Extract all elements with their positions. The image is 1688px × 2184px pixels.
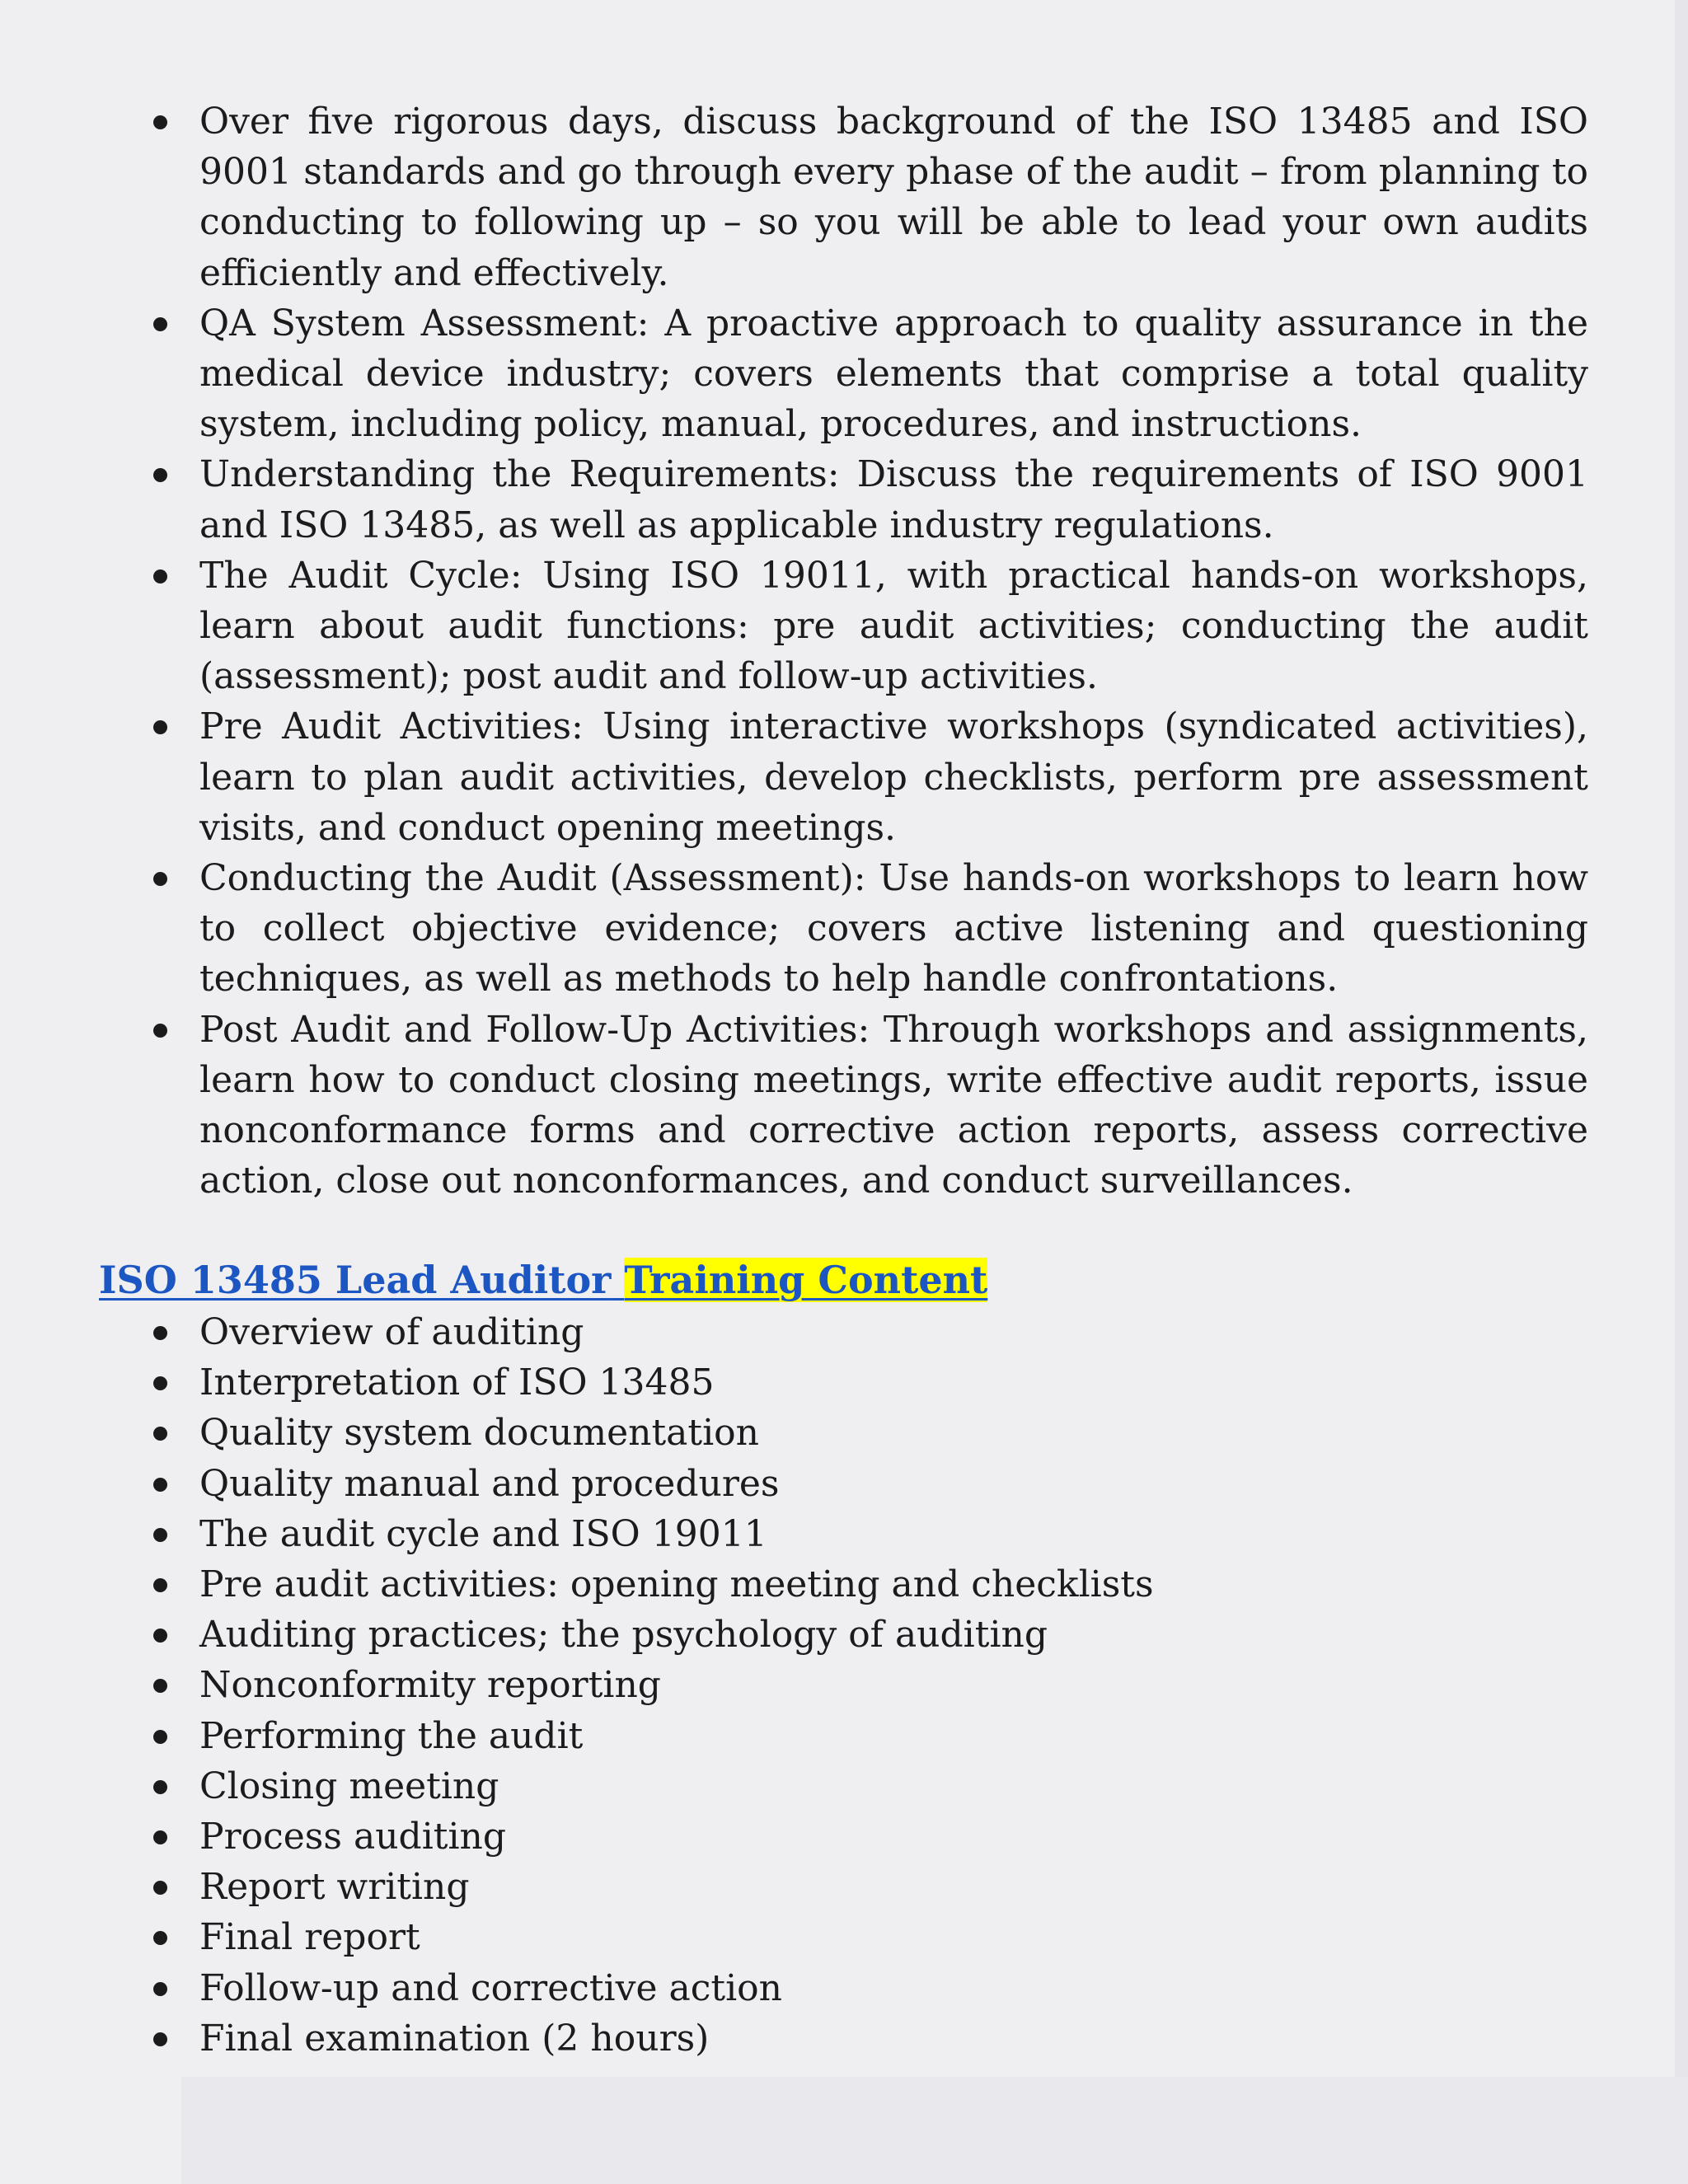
bullet-icon xyxy=(153,1780,167,1794)
heading-highlighted-text[interactable]: Training Content xyxy=(624,1258,988,1302)
list-item xyxy=(150,1862,1588,1912)
list-item xyxy=(150,1912,1588,1962)
list-item xyxy=(150,1459,1588,1509)
list-item-text: Quality system documentation xyxy=(199,1412,759,1455)
list-item xyxy=(150,1559,1588,1610)
bullet-icon xyxy=(153,115,167,129)
list-item-text: Follow-up and corrective action xyxy=(199,1966,782,2009)
list-item-text: Post Audit and Follow-Up Activities: Through workshops and assignments, learn how to conduct closing meetings, write effective audit reports, issue nonconformance forms and corrective action reports, assess corrective action, close out nonconformances, and conduct surveillances. xyxy=(199,1008,1588,1202)
list-item xyxy=(150,1005,1588,1207)
list-item xyxy=(150,1711,1588,1761)
bullet-icon xyxy=(153,1578,167,1592)
list-item xyxy=(150,1357,1588,1408)
list-item xyxy=(150,1610,1588,1660)
course-overview-list xyxy=(150,96,1588,1206)
list-item-text: Conducting the Audit (Assessment): Use hands-on workshops to learn how to collect objective evidence; covers active listening and questioning techniques, as well as methods to help handle confrontations. xyxy=(199,857,1588,1001)
list-item-text: Overview of auditing xyxy=(199,1311,584,1353)
bullet-icon xyxy=(153,720,167,734)
bullet-icon xyxy=(153,1730,167,1744)
list-item-text: Understanding the Requirements: Discuss the requirements of ISO 9001 and ISO 13485, as well as applicable industry regulations. xyxy=(199,453,1588,546)
list-item-text: Pre audit activities: opening meeting and checklists xyxy=(199,1563,1154,1606)
list-item-text: Pre Audit Activities: Using interactive workshops (syndicated activities), learn to plan audit activities, develop checklists, perform pre assessment visits, and conduct opening meetings. xyxy=(199,705,1588,849)
list-item xyxy=(150,2013,1588,2064)
heading-link-text[interactable]: ISO 13485 Lead Auditor xyxy=(99,1258,612,1302)
bullet-icon xyxy=(153,1931,167,1945)
bullet-icon xyxy=(153,1376,167,1390)
bullet-icon xyxy=(153,1629,167,1643)
bullet-icon xyxy=(153,1326,167,1340)
bullet-icon xyxy=(153,1830,167,1844)
list-item-text: The audit cycle and ISO 19011 xyxy=(199,1512,767,1555)
bullet-icon xyxy=(153,1881,167,1895)
list-item-text: Quality manual and procedures xyxy=(199,1462,780,1505)
bullet-icon xyxy=(153,1024,167,1038)
list-item xyxy=(150,1660,1588,1710)
list-item-text: Final examination (2 hours) xyxy=(199,2017,710,2060)
bullet-icon xyxy=(153,1427,167,1441)
list-item-text: Report writing xyxy=(199,1866,470,1909)
list-item xyxy=(150,1963,1588,2013)
bullet-icon xyxy=(153,569,167,583)
list-item xyxy=(150,1509,1588,1559)
list-item xyxy=(150,853,1588,1005)
bullet-icon xyxy=(153,1982,167,1996)
training-content-list xyxy=(150,1307,1588,2064)
list-item-text: Interpretation of ISO 13485 xyxy=(199,1361,715,1404)
bullet-icon xyxy=(153,872,167,886)
bullet-icon xyxy=(153,1679,167,1693)
list-item xyxy=(150,1408,1588,1458)
list-item xyxy=(150,1761,1588,1811)
list-item-text: Nonconformity reporting xyxy=(199,1664,661,1707)
list-item xyxy=(150,449,1588,550)
page-edge-shade xyxy=(1675,0,1688,2184)
list-item xyxy=(150,1307,1588,1357)
list-item-text: Closing meeting xyxy=(199,1765,499,1807)
bullet-icon xyxy=(153,2032,167,2046)
list-item-text: Over five rigorous days, discuss background of the ISO 13485 and ISO 9001 standards and go through every phase of the audit – from planning to conducting to following up – so you will be able to lead your own audits efficiently and effectively. xyxy=(199,101,1588,294)
bullet-icon xyxy=(153,1478,167,1492)
list-item xyxy=(150,551,1588,702)
list-item-text: The Audit Cycle: Using ISO 19011, with practical hands-on workshops, learn about audit functions: pre audit activities; conducting the audit (assessment); post audit and follow-up activities. xyxy=(199,554,1588,698)
list-item-text: QA System Assessment: A proactive approach to quality assurance in the medical device industry; covers elements that comprise a total quality system, including policy, manual, procedures, and instructions. xyxy=(199,302,1588,446)
page-bottom-shade xyxy=(181,2077,1688,2184)
list-item-text: Process auditing xyxy=(199,1816,507,1858)
bullet-icon xyxy=(153,317,167,331)
list-item xyxy=(150,1811,1588,1862)
list-item xyxy=(150,96,1588,298)
bullet-icon xyxy=(153,468,167,482)
list-item xyxy=(150,298,1588,450)
list-item-text: Auditing practices; the psychology of auditing xyxy=(199,1614,1048,1657)
training-content-heading[interactable] xyxy=(99,1255,987,1305)
list-item-text: Final report xyxy=(199,1916,420,1959)
bullet-icon xyxy=(153,1528,167,1542)
list-item xyxy=(150,701,1588,853)
list-item-text: Performing the audit xyxy=(199,1714,584,1757)
